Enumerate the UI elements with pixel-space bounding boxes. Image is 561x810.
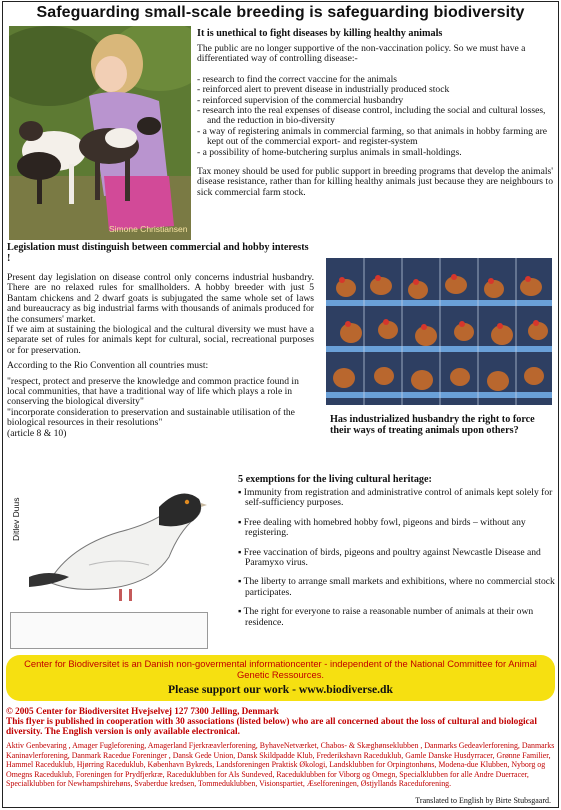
unethical-closing: Tax money should be used for public support in breeding programs that develop the animals' disease resistance, rather than for killing healthy animals just because they are neighbours to sick commercial farm stock. xyxy=(197,166,553,198)
section-legislation xyxy=(7,242,314,444)
list-item: - research into the real expenses of disease control, including the social and cultural losses, and the reduction in bio-diversity xyxy=(197,105,546,127)
section-exemptions xyxy=(238,474,555,637)
page-headline: Safeguarding small-scale breeding is safeguarding biodiversity xyxy=(36,4,525,21)
footer-associations: Aktiv Genbevaring , Amager Fugleforening, Amagerland Fjerkræavlerforening, ByhaveNetværket, Chabos- & Skæghønseklubben , Danmarks Gedeavlerforening, Danmarks Kaninavlerforening, Danmark Racedue Foreninger , Dansk Gede Union, Dansk Skildpadde Klub, Frederikshavn Raceduklub, Gamle Danske Husdyrracer, Grønne Familier, Hammel Raceduklub, Hjørring Raceduklub, København Bykreds, Landsforeningen Praktisk Økologi, Landsklubben for Orpingtonhøns, Modena-due Klubben, Nyborg og Omegns Raceduklub, Foreningen for Prydfjerkræ, Raceduklubben for Als Sundeved, Raceduklubben for Viborg og Omegn, Specialklubben for alle Andre Duerracer, Specialklubben for Newhampshirehøns, Svaberdue kredsen, Tommeduklubben, Visionspartiet, Æselforeningen, Østjyllands Raceduforening. xyxy=(6,741,555,788)
footer-copyright: © 2005 Center for Biodiversitet Hvejselvej 127 7300 Jelling, Denmark xyxy=(6,706,279,716)
list-item: - a way of registering animals in commercial farming, so that animals in hobby farming are kept out of the commercial export- and register-system xyxy=(197,125,548,148)
list-item: - reinforced alert to prevent disease in industrially produced stock xyxy=(197,84,450,96)
list-item: ▪ The liberty to arrange small markets and exhibitions, where no commercial stock participates. xyxy=(238,576,555,598)
rio-quote-1: "respect, protect and preserve the knowledge and common practice found in local communities, that have a traditional way of life which plays a role in conserving the biological diversity" xyxy=(7,375,299,408)
hens-caption: Has industrialized husbandry the right to force their ways of treating animals upon others? xyxy=(330,414,535,436)
heading-unethical: It is unethical to fight diseases by killing healthy animals xyxy=(197,28,443,39)
legislation-p3: According to the Rio Convention all countries must: xyxy=(7,360,209,372)
banner-support-link[interactable]: Please support our work - www.biodiverse.dk xyxy=(168,683,393,696)
footer-cooperation: This flyer is published in cooperation with 30 associations (listed below) who are all concerned about the loss of cultural and biological diversity. The English version is only available electronical. xyxy=(6,717,537,737)
list-item: ▪ Immunity from registration and administrative control of animals kept solely for self-sufficiency purposes. xyxy=(238,487,553,509)
empty-box xyxy=(10,612,208,649)
list-item: - reinforced supervision of the commercial husbandry xyxy=(197,94,404,106)
unethical-list xyxy=(197,75,553,158)
heading-legislation: Legislation must distinguish between commercial and hobby interests ! xyxy=(7,242,309,264)
translator-credit: Translated to English by Birte Stubsgaard. xyxy=(411,796,551,805)
caged-hens-illustration xyxy=(326,258,552,405)
list-item: - research to find the correct vaccine for the animals xyxy=(197,73,398,85)
section-unethical xyxy=(197,28,553,203)
photo-pigeon xyxy=(9,477,209,607)
list-item: ▪ Free dealing with homebred hobby fowl, pigeons and birds – without any registering. xyxy=(238,516,526,539)
list-item: ▪ The right for everyone to raise a reasonable number of animals at their own residence. xyxy=(238,606,534,628)
rio-reference: (article 8 & 10) xyxy=(7,427,67,439)
list-item: - a possibility of home-butchering surplus animals in small-holdings. xyxy=(197,146,462,158)
support-banner xyxy=(6,655,555,701)
heading-exemptions: 5 exemptions for the living cultural heritage: xyxy=(238,474,432,485)
photo-credit-goats: Simone Christiansen xyxy=(109,224,188,234)
girl-goats-illustration xyxy=(9,26,191,240)
rio-quote-2: "incorporate consideration to preservation and sustainable utilisation of the biological resources in their resolutions" xyxy=(7,406,295,429)
legislation-p2: If we aim at sustaining the biological and the cultural diversity we must have a separate set of rules for animals kept for cultural, social, recreational purposes or for preservation. xyxy=(7,324,314,356)
photo-girl-with-goats xyxy=(9,26,191,240)
list-item: ▪ Free vaccination of birds, pigeons and poultry against Newcastle Disease and Paramyxo virus. xyxy=(238,546,541,569)
pigeon-illustration xyxy=(9,477,209,607)
exemptions-list xyxy=(238,488,555,628)
legislation-p1: Present day legislation on disease control only concerns industrial husbandry. There are no relaxed rules for smallholders. A hobby breeder with just 5 Bantam chickens and 2 dwarf goats is subjugated the same whole set of laws and bureaucracy as big industrial farms with thousands of animals produced for the consumers' market. xyxy=(7,272,314,325)
photo-caged-hens xyxy=(326,258,552,405)
banner-description: Center for Biodiversitet is an Danish non-govermental informationcenter - independent of the National Committee for Animal Genetic Ressources. xyxy=(24,658,537,680)
photo-credit-pigeon: Ditlev Duus xyxy=(11,497,21,541)
unethical-intro: The public are no longer supportive of the non-vaccination policy. So we must have a differentiated way of controlling disease:- xyxy=(197,43,526,65)
